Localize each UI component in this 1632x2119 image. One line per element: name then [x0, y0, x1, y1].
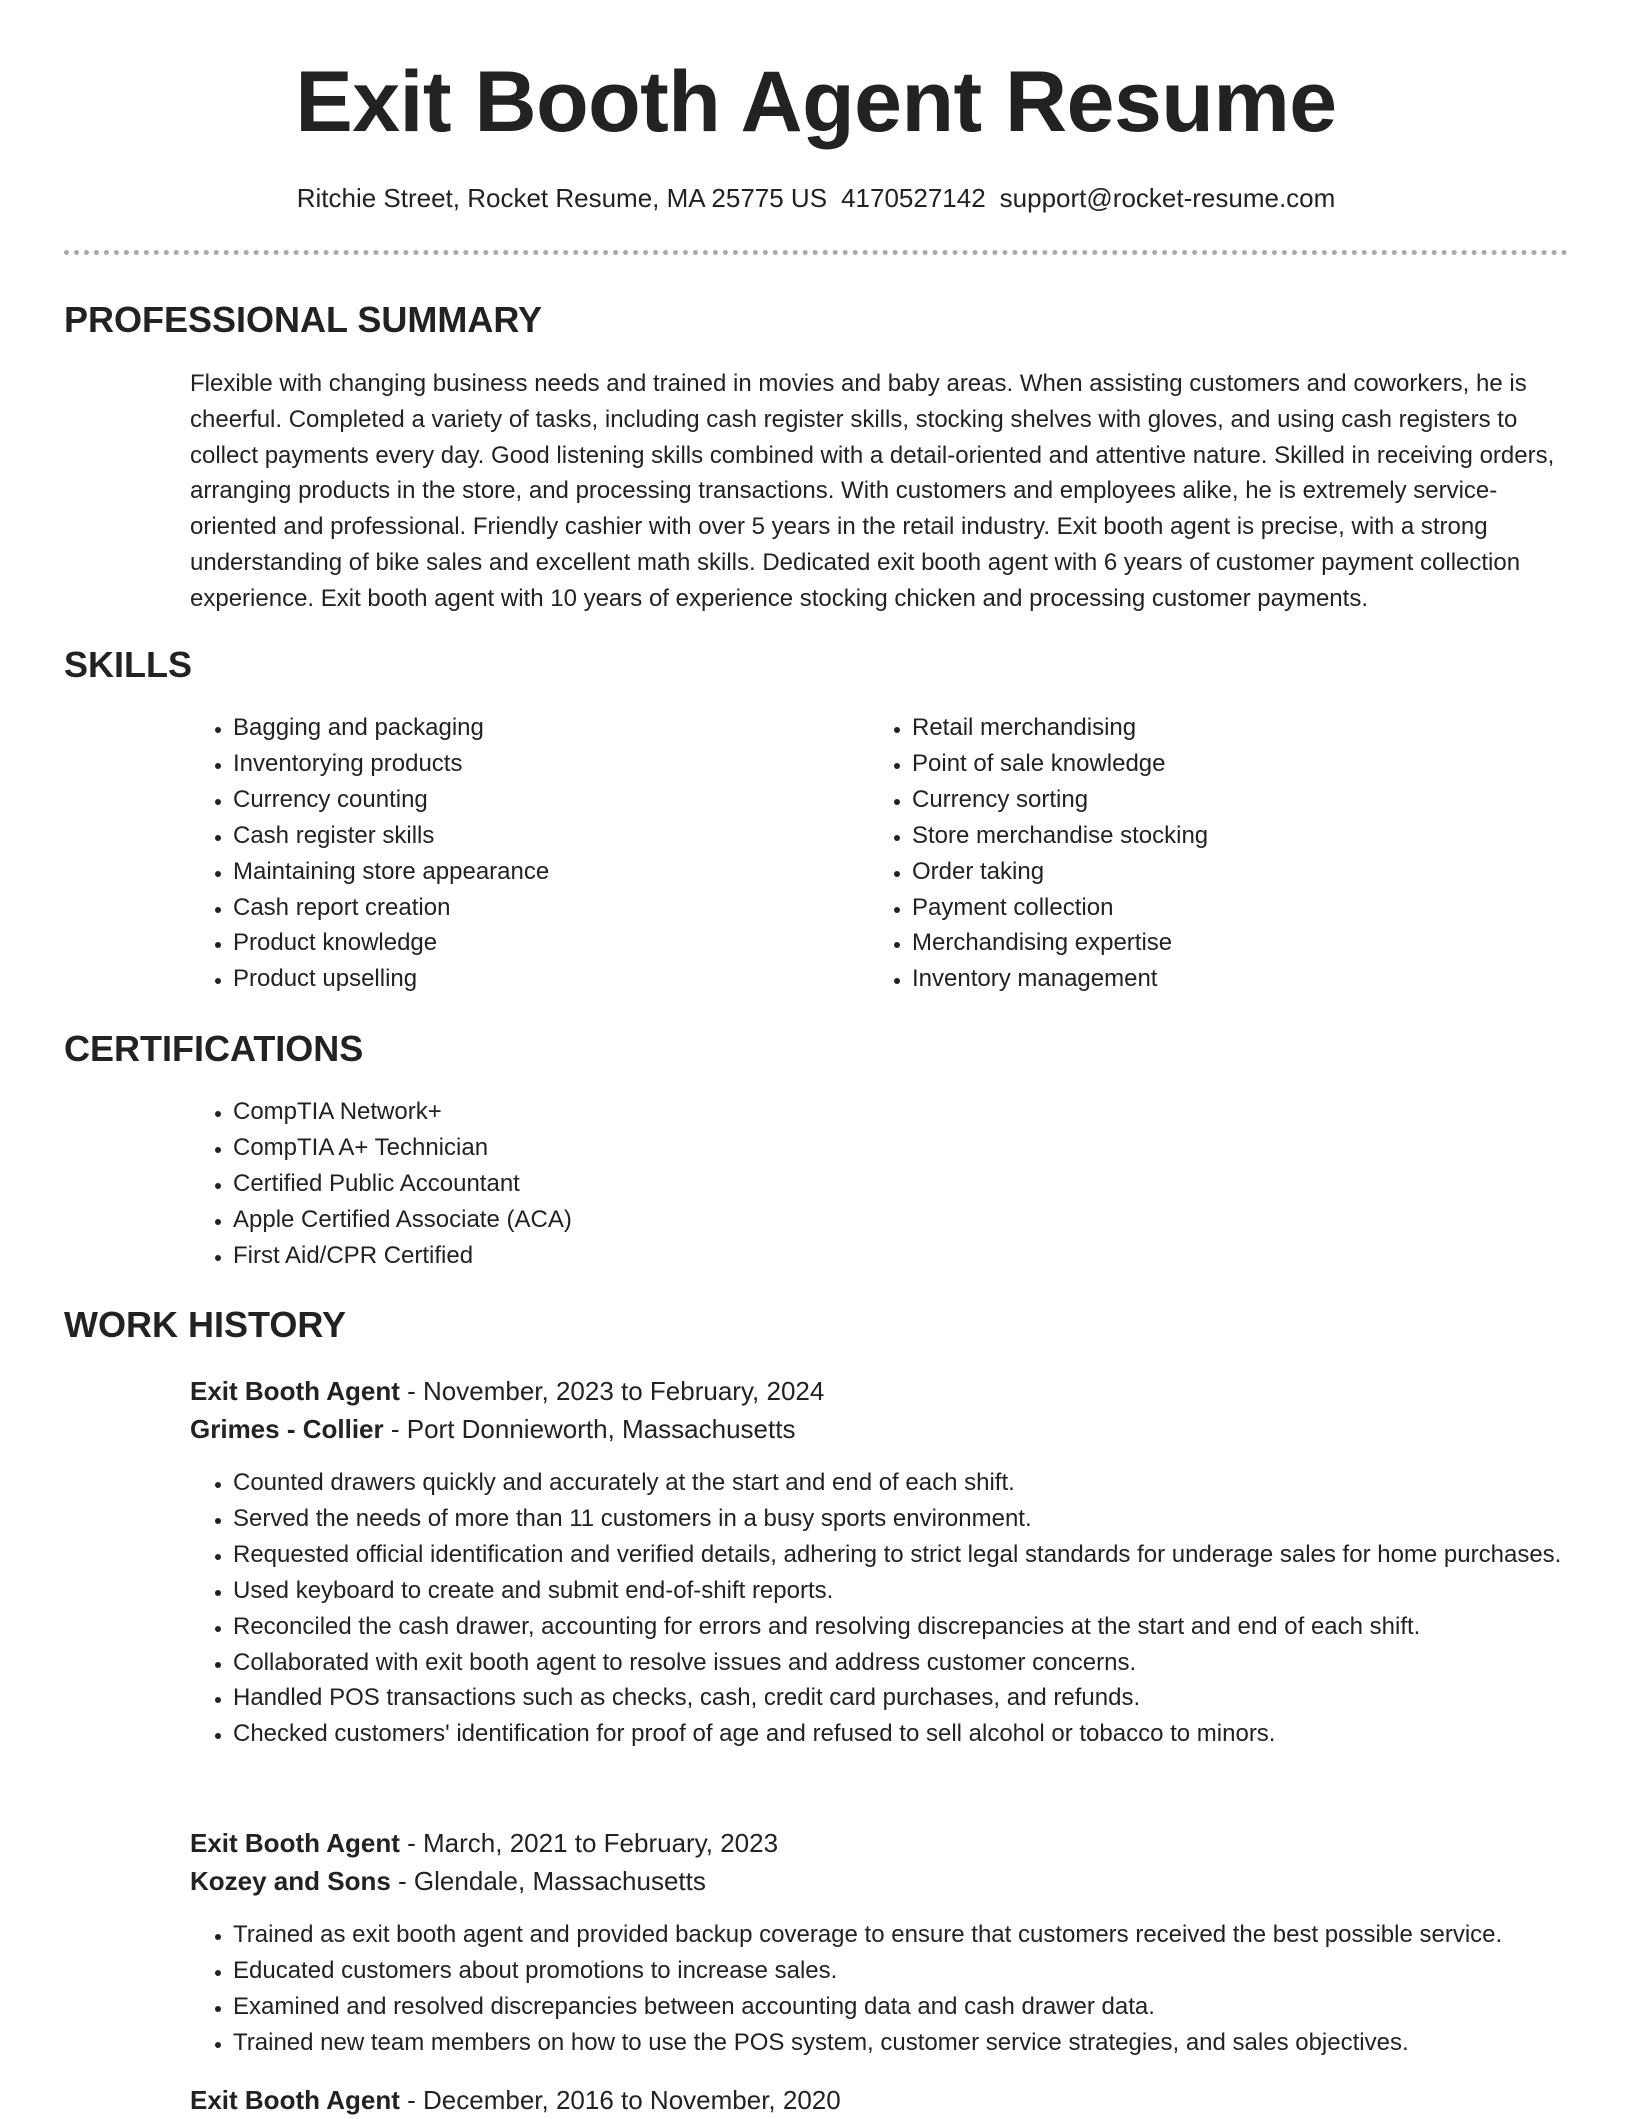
job-company: Kozey and Sons [190, 1866, 391, 1896]
contact-address: Ritchie Street, Rocket Resume, MA 25775 US [296, 183, 828, 213]
job-company-line [190, 1862, 706, 1900]
job-duty-item: • Educated customers about promotions to increase sales. [233, 1953, 1609, 1989]
contact-line [0, 180, 1632, 216]
job-title-line [190, 2081, 841, 2119]
job-role: Exit Booth Agent [190, 1376, 400, 1406]
skills-heading: SKILLS [64, 644, 193, 685]
certification-item: • First Aid/CPR Certified [233, 1238, 1573, 1274]
contact-phone: 4170527142 [841, 183, 986, 213]
job-duty-item: • Checked customers' identification for proof of age and refused to sell alcohol or tobacco to minors. [233, 1716, 1609, 1752]
job-location: - Glendale, Massachusetts [390, 1866, 706, 1896]
job-company: Grimes - Collier [190, 1414, 384, 1444]
certification-item: • Certified Public Accountant [233, 1166, 1573, 1202]
skill-item: • Product knowledge [233, 925, 853, 961]
job-duties-list [190, 1465, 1609, 1752]
job-location: - Port Donnieworth, Massachusetts [383, 1414, 796, 1444]
job-duty-item: • Counted drawers quickly and accurately at the start and end of each shift. [233, 1465, 1609, 1501]
job-company-line [190, 1410, 795, 1448]
job-duty-item: • Handled POS transactions such as checks, cash, credit card purchases, and refunds. [233, 1680, 1609, 1716]
certification-item: • CompTIA Network+ [233, 1094, 1573, 1130]
skill-item: • Payment collection [912, 890, 1592, 926]
skill-item: • Cash register skills [233, 818, 853, 854]
summary-text: Flexible with changing business needs and trained in movies and baby areas. When assisting customers and coworkers, he is cheerful. Completed a variety of tasks, including cash register skills, stocking shelves with gloves, and using cash registers to collect payments every day. Good listening skills combined with a detail-oriented and attentive nature. Skilled in receiving orders, arranging products in the store, and processing transactions. With customers and employees alike, he is extremely service-oriented and professional. Friendly cashier with over 5 years in the retail industry. Exit booth agent is precise, with a strong understanding of bike sales and excellent math skills. Dedicated exit booth agent with 6 years of customer payment collection experience. Exit booth agent with 10 years of experience stocking chicken and processing customer payments. [190, 370, 1555, 612]
contact-email: support@rocket-resume.com [999, 183, 1336, 213]
job-role: Exit Booth Agent [190, 1828, 400, 1858]
job-duty-item: • Reconciled the cash drawer, accounting for errors and resolving discrepancies at the start and end of each shift. [233, 1609, 1609, 1645]
job-duty-item: • Collaborated with exit booth agent to resolve issues and address customer concerns. [233, 1645, 1609, 1681]
job-duty-item: • Served the needs of more than 11 customers in a busy sports environment. [233, 1501, 1609, 1537]
skill-item: • Store merchandise stocking [912, 818, 1592, 854]
job-duty-item: • Requested official identification and verified details, adhering to strict legal standards for underage sales for home purchases. [233, 1537, 1609, 1573]
job-duty-item: • Trained as exit booth agent and provided backup coverage to ensure that customers received the best possible service. [233, 1917, 1609, 1953]
skill-item: • Point of sale knowledge [912, 746, 1592, 782]
summary-heading: PROFESSIONAL SUMMARY [64, 299, 543, 340]
skill-item: • Retail merchandising [912, 710, 1592, 746]
skill-item: • Merchandising expertise [912, 925, 1592, 961]
certifications-list [190, 1094, 1573, 1274]
skill-item: • Currency sorting [912, 782, 1592, 818]
job-duty-item: • Trained new team members on how to use the POS system, customer service strategies, and sales objectives. [233, 2025, 1609, 2061]
job-dates: - November, 2023 to February, 2024 [399, 1376, 825, 1406]
job-title-line [190, 1824, 778, 1862]
skill-item: • Product upselling [233, 961, 853, 997]
skill-item: • Inventory management [912, 961, 1592, 997]
job-duty-item: • Used keyboard to create and submit end-of-shift reports. [233, 1573, 1609, 1609]
skill-item: • Maintaining store appearance [233, 854, 853, 890]
certification-item: • CompTIA A+ Technician [233, 1130, 1573, 1166]
header-divider [64, 250, 1568, 255]
skill-item: • Bagging and packaging [233, 710, 853, 746]
skill-item: • Inventorying products [233, 746, 853, 782]
job-dates: - March, 2021 to February, 2023 [399, 1828, 779, 1858]
skill-item: • Currency counting [233, 782, 853, 818]
skills-list-right [869, 710, 1592, 997]
work-history-heading: WORK HISTORY [64, 1304, 347, 1345]
resume-title: Exit Booth Agent Resume [295, 54, 1337, 150]
certifications-heading: CERTIFICATIONS [64, 1028, 364, 1069]
skill-item: • Order taking [912, 854, 1592, 890]
job-title-line [190, 1372, 824, 1410]
certification-item: • Apple Certified Associate (ACA) [233, 1202, 1573, 1238]
job-role: Exit Booth Agent [190, 2085, 400, 2115]
job-duty-item: • Examined and resolved discrepancies between accounting data and cash drawer data. [233, 1989, 1609, 2025]
job-duties-list [190, 1917, 1609, 2061]
skill-item: • Cash report creation [233, 890, 853, 926]
skills-list-left [190, 710, 853, 997]
job-dates: - December, 2016 to November, 2020 [399, 2085, 841, 2115]
